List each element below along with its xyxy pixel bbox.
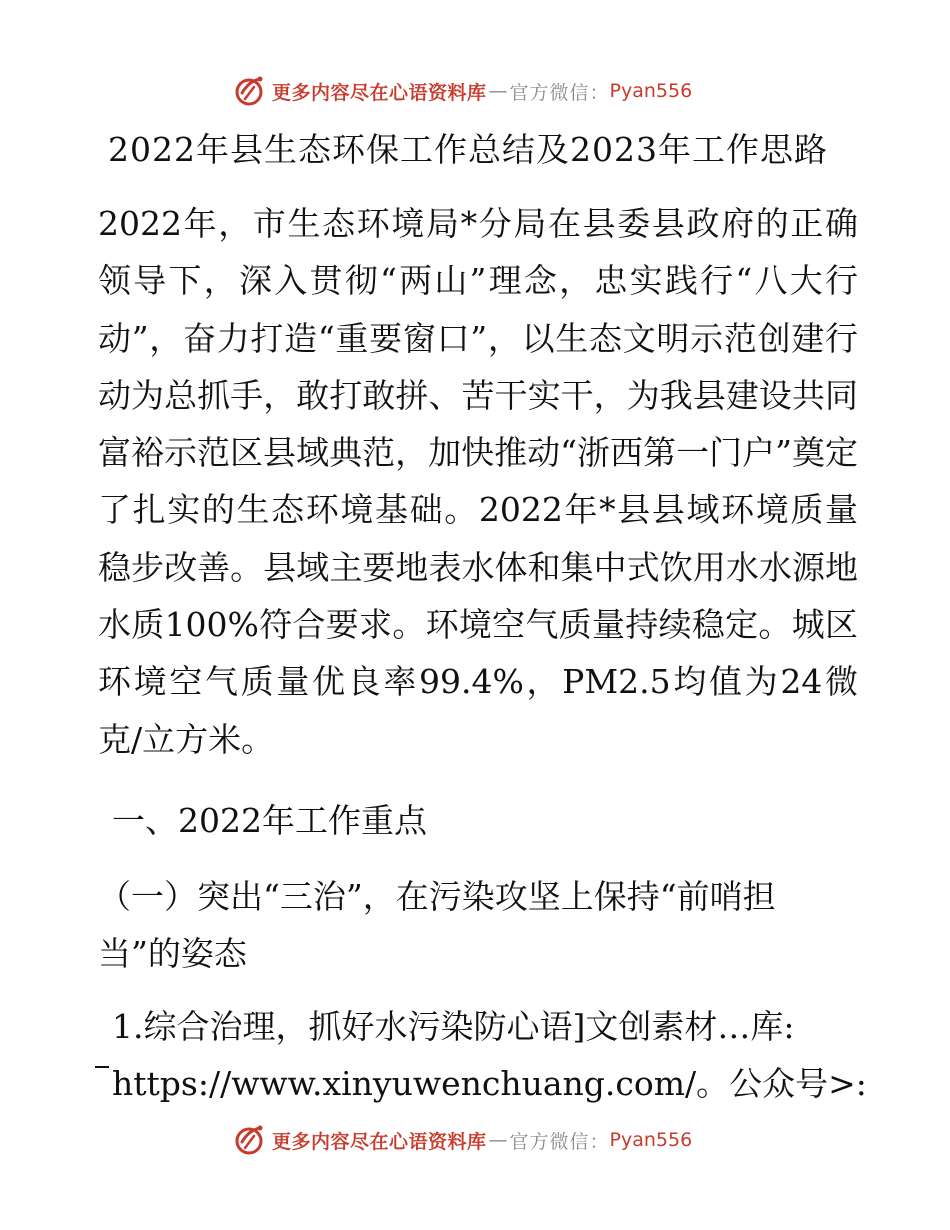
section-heading: 一、2022年工作重点 — [112, 801, 427, 840]
list-item-1: 1.综合治理，抓好水污染防心语]文创素材…库: — [112, 1007, 795, 1046]
margin-mark — [95, 1066, 109, 1068]
watermark-header — [232, 73, 692, 109]
xinyu-logo-icon — [232, 73, 268, 109]
xinyu-logo-icon — [232, 1122, 268, 1158]
intro-paragraph: 2022年，市生态环境局*分局在县委县政府的正确领导下，深入贯彻“两山”理念，忠实践行“八大行动”，奋力打造“重要窗口”，以生态文明示范创建行动为总抓手，敢打敢拼、苦干实干，为我县建设共同富裕示范区县域典范，加快推动“浙西第一门户”奠定了扎实的生态环境基础。2022年*县县域环境质量稳步改善。县域主要地表水体和集中式饮用水水源地水质100%符合要求。环境空气质量持续稳定。城区环境空气质量优良率99.4%，PM2.5均值为24微克/立方米。 — [98, 204, 858, 759]
url-line: https://www.xinyuwenchuang.com/。公众号>: — [112, 1064, 867, 1103]
watermark-main-text: 更多内容尽在心语资料库 — [272, 81, 487, 104]
watermark-dash: — — [488, 80, 508, 102]
watermark-sub-text: 官方微信： — [509, 1130, 610, 1153]
watermark-footer — [232, 1122, 692, 1158]
watermark-dash: — — [488, 1129, 508, 1151]
watermark-main-text: 更多内容尽在心语资料库 — [272, 1130, 487, 1153]
watermark-wechat-id: Pyan556 — [609, 80, 693, 102]
subsection-heading: （一）突出“三治”，在污染攻坚上保持“前哨担当”的姿态 — [98, 877, 776, 974]
watermark-sub-text: 官方微信： — [509, 81, 610, 104]
watermark-wechat-id: Pyan556 — [609, 1129, 693, 1151]
document-title: 2022年县生态环保工作总结及2023年工作思路 — [108, 130, 828, 169]
